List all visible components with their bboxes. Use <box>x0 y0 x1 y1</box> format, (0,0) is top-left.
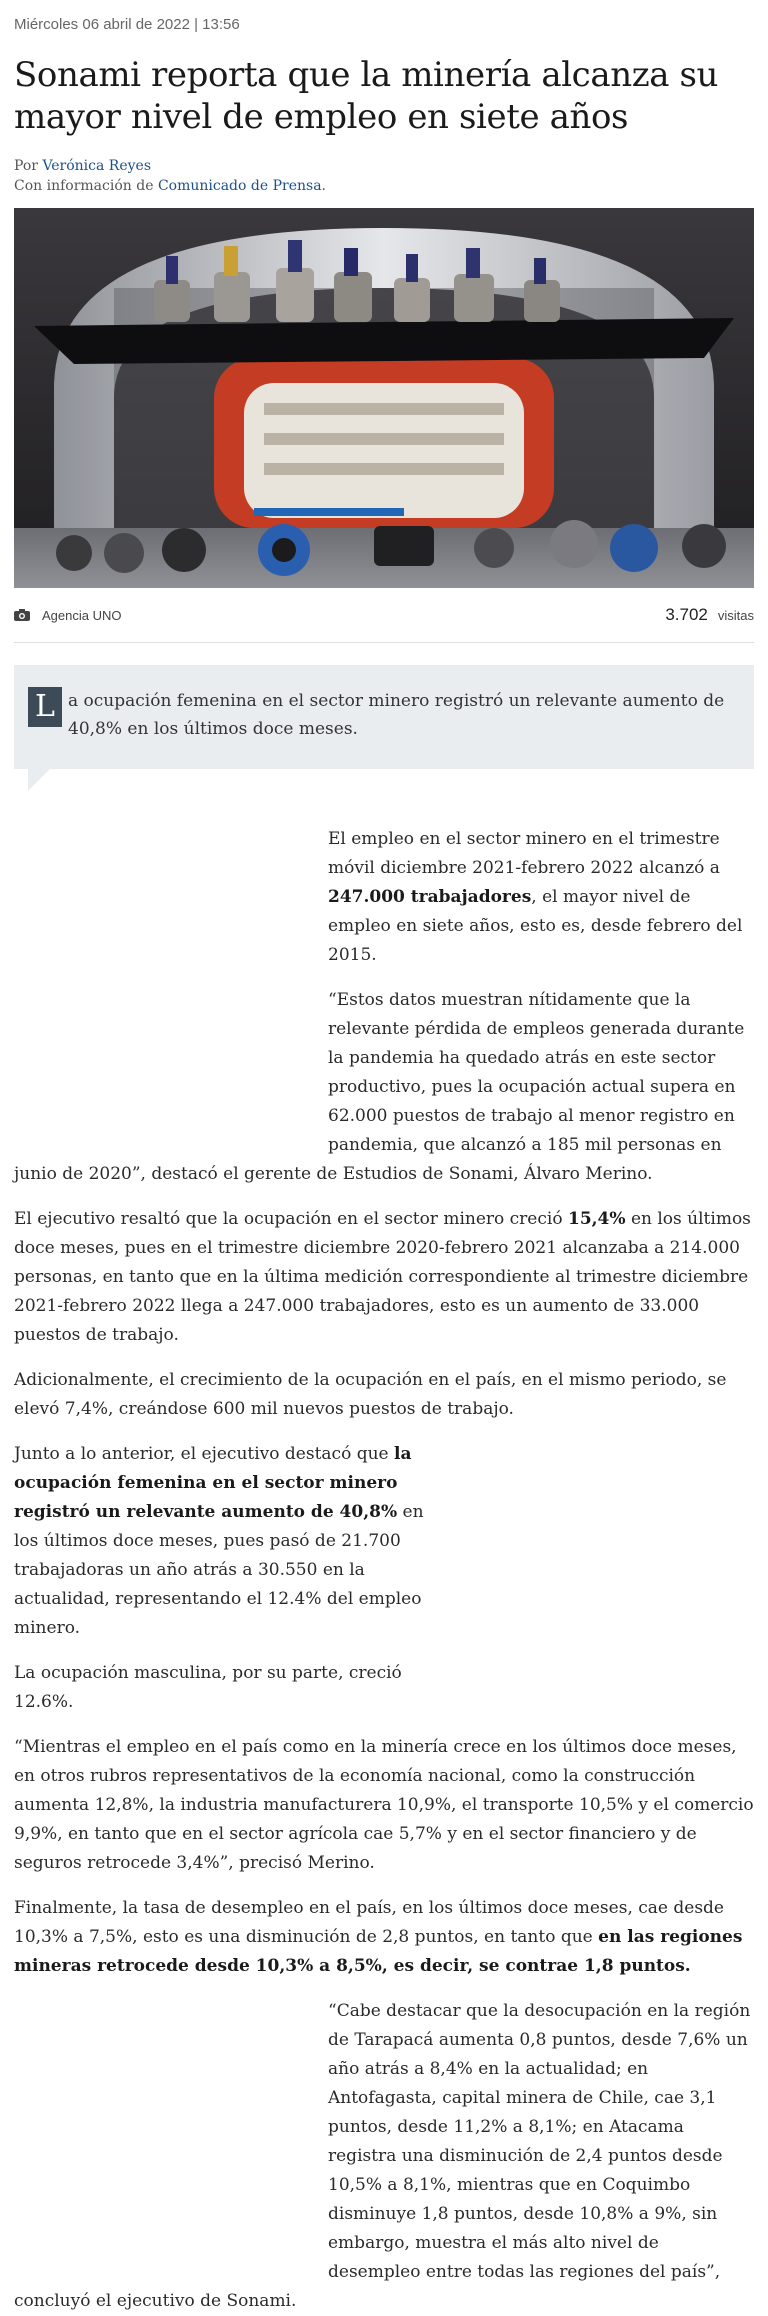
paragraph-6: La ocupación masculina, por su parte, creció 12.6%. <box>14 1663 402 1712</box>
p3-text-a: El ejecutivo resaltó que la ocupación en el sector minero creció <box>14 1209 568 1229</box>
article-title: Sonami reporta que la minería alcanza su mayor nivel de empleo en siete años <box>14 55 719 137</box>
dropcap-letter: L <box>28 687 62 727</box>
source-prefix: Con información de <box>14 178 158 194</box>
paragraph-3 <box>14 1205 754 1350</box>
lead-text: a ocupación femenina en el sector minero registró un relevante aumento de 40,8% en los últimos doce meses. <box>68 691 725 739</box>
paragraph-2: “Estos datos muestran nítidamente que la relevante pérdida de empleos generada durante la pandemia ha quedado atrás en este sector productivo, pues la ocupación actual supera en 62.000 puestos de trabajo al menor registro en pandemia, que alcanzó a 185 mil personas en junio de 2020”, destacó el gerente de Estudios de Sonami, Álvaro Merino. <box>14 990 745 1184</box>
p1-highlight: 247.000 trabajadores <box>328 887 532 907</box>
byline-prefix: Por <box>14 158 43 174</box>
right-gutter-mid <box>424 1440 754 1690</box>
camera-icon <box>14 609 30 621</box>
p1-text-a: El empleo en el sector minero en el trimestre móvil diciembre 2021-febrero 2022 alcanzó a <box>328 829 720 878</box>
p8-highlight: en las regiones mineras retrocede desde 10,3% a 8,5%, es decir, se contrae 1,8 puntos. <box>14 1927 743 1976</box>
source-line <box>14 176 754 196</box>
p5-text-c: en los últimos doce meses, pues pasó de 21.700 trabajadoras un año atrás a 30.550 en la actualidad, representando el 12.4% del empleo minero. <box>14 1502 424 1638</box>
article-body <box>14 825 754 2316</box>
source-suffix: . <box>321 178 326 194</box>
p1-text-c: , el mayor nivel de empleo en siete años, esto es, desde febrero del 2015. <box>328 887 743 965</box>
article-photo <box>14 208 754 588</box>
p5-text-a: Junto a lo anterior, el ejecutivo destacó que <box>14 1444 395 1464</box>
left-gutter-bottom <box>14 1997 328 2267</box>
p8-text-a: Finalmente, la tasa de desempleo en el país, en los últimos doce meses, cae desde 10,3% a 7,5%, esto es una disminución de 2,8 puntos, en tanto que <box>14 1898 724 1947</box>
photo-credit-text: Agencia UNO <box>42 607 122 623</box>
visits-label: visitas <box>717 608 754 623</box>
author-line <box>14 156 754 176</box>
left-gutter-top <box>14 825 328 1155</box>
paragraph-7: “Mientras el empleo en el país como en la minería crece en los últimos doce meses, en otros rubros representativos de la economía nacional, como la construcción aumenta 12,8%, la industria manufacturera 10,9%, el transporte 10,5% y el comercio 9,9%, en tanto que en el sector agrícola cae 5,7% y en el sector financiero y de seguros retrocede 3,4%”, precisó Merino. <box>14 1737 754 1873</box>
p3-text-c: en los últimos doce meses, pues en el trimestre diciembre 2020-febrero 2021 alcanzaba a 214.000 personas, en tanto que en la última medición correspondiente al trimestre diciembre 2021-febrero 2022 llega a 247.000 trabajadores, esto es un aumento de 33.000 puestos de trabajo. <box>14 1209 751 1345</box>
paragraph-4: Adicionalmente, el crecimiento de la ocupación en el país, en el mismo periodo, se elevó 7,4%, creándose 600 mil nuevos puestos de trabajo. <box>14 1370 727 1419</box>
byline <box>14 156 754 196</box>
paragraph-8 <box>14 1894 754 1981</box>
paragraph-9: “Cabe destacar que la desocupación en la región de Tarapacá aumenta 0,8 puntos, desde 7,6% un año atrás a 8,4% en la actualidad; en Antofagasta, capital minera de Chile, cae 3,1 puntos, desde 11,2% a 8,1%; en Atacama registra una disminución de 2,4 puntos desde 10,5% a 8,1%, mientras que en Coquimbo disminuye 1,8 puntos, desde 10,8% a 9%, sin embargo, muestra el más alto nivel de desempleo entre todas las regiones del país”, concluyó el ejecutivo de Sonami. <box>14 2001 751 2311</box>
lead-summary <box>14 665 754 769</box>
article-dateline: Miércoles 06 abril de 2022 | 13:56 <box>14 16 240 33</box>
author-link[interactable]: Verónica Reyes <box>42 158 152 174</box>
photo-credit <box>14 608 121 623</box>
visits-count: 3.702 <box>665 605 708 624</box>
p5-highlight: la ocupación femenina en el sector minero registró un relevante aumento de 40,8% <box>14 1444 412 1522</box>
visits-counter <box>665 605 754 625</box>
p3-highlight: 15,4% <box>567 1209 626 1229</box>
source-link[interactable]: Comunicado de Prensa <box>157 178 322 194</box>
photo-meta-bar <box>14 588 754 643</box>
mining-valves-photo <box>14 208 754 588</box>
